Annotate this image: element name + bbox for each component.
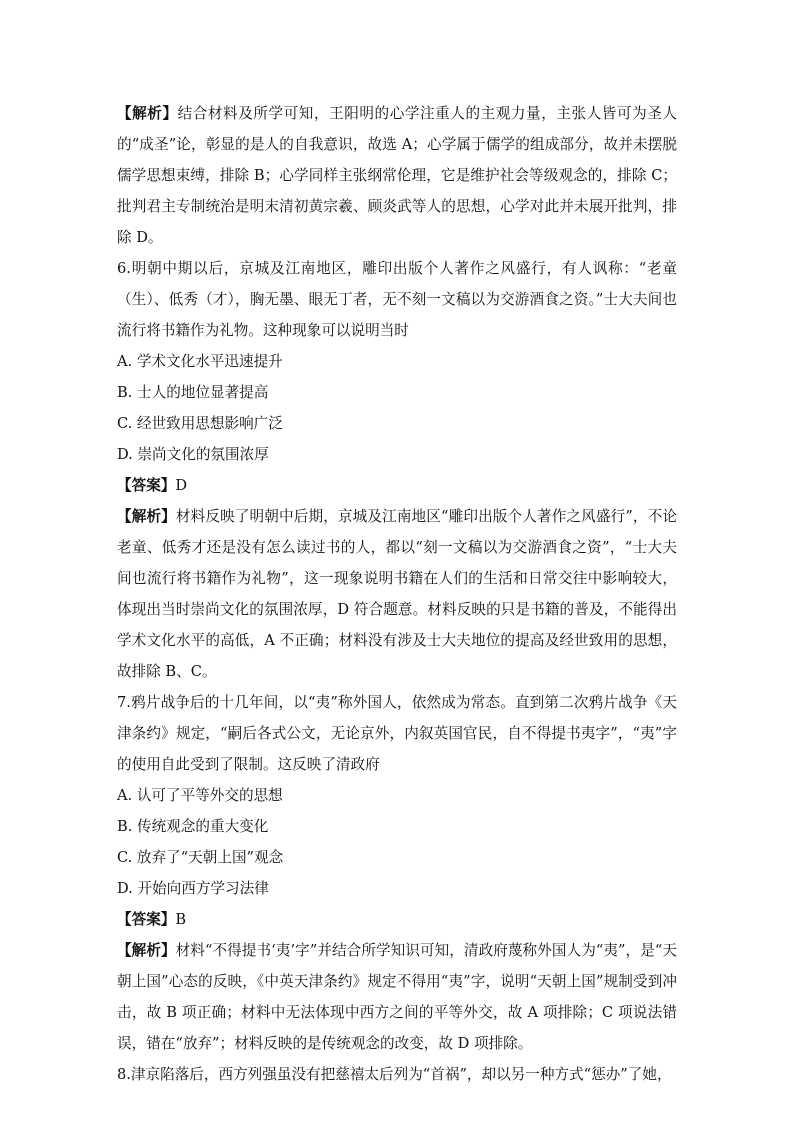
q6-option-a: A. 学术文化水平迅速提升	[117, 353, 283, 370]
q5-analysis-tag: 【解析】	[117, 105, 178, 122]
q6-option-d: D. 崇尚文化的氛围浓厚	[117, 446, 269, 463]
q7-analysis	[117, 935, 677, 1059]
q7-answer-value: B	[175, 911, 187, 928]
q7-analysis-tag: 【解析】	[117, 942, 176, 959]
q6-option-c: C. 经世致用思想影响广泛	[117, 415, 283, 432]
q6-answer-tag: 【答案】	[117, 477, 176, 494]
q7-answer	[117, 904, 677, 935]
q5-analysis-text: 结合材料及所学可知，王阳明的心学注重人的主观力量，主张人皆可为圣人的“成圣”论，彰显的是人的自我意识，故选 A；心学属于儒学的组成部分，故并未摆脱儒学思想束缚，排除 B；心学同样主张纲常伦理，它是维护社会等级观念的，排除 C；批判君主专制统治是明末清初黄宗羲、顾炎武等人的思想，心学对此并未展开批判，排除 D。	[117, 105, 677, 246]
q6-answer-value: D	[175, 477, 188, 494]
q7-option-b: B. 传统观念的重大变化	[117, 818, 269, 835]
q7-stem: 7.鸦片战争后的十几年间，以“夷”称外国人，依然成为常态。直到第二次鸦片战争《天津条约》规定，“嗣后各式公文，无论京外，内叙英国官民，自不得提书夷字”，“夷”字的使用自此受到了限制。这反映了清政府	[117, 694, 677, 773]
q8-stem: 8.津京陷落后，西方列强虽没有把慈禧太后列为“首祸”，却以另一种方式“惩办”了她，	[117, 1066, 672, 1083]
q6-analysis-text: 材料反映了明朝中后期，京城及江南地区“雕印出版个人著作之风盛行”，不论老童、低秀才还是没有怎么读过书的人，都以“刻一文稿以为交游酒食之资”，“士大夫间也流行将书籍作为礼物”，这一现象说明书籍在人们的生活和日常交往中影响较大，体现出当时崇尚文化的氛围浓厚，D 符合题意。材料反映的只是书籍的普及，不能得出学术文化水平的高低，A 不正确；材料没有涉及士大夫地位的提高及经世致用的思想，故排除 B、C。	[117, 508, 677, 680]
q7-option-d: D. 开始向西方学习法律	[117, 880, 269, 897]
q6-stem: 6.明朝中期以后，京城及江南地区，雕印出版个人著作之风盛行，有人讽称：“老童（生）、低秀（才），胸无墨、眼无丁者，无不刻一文稿以为交游酒食之资。”士大夫间也流行将书籍作为礼物。这种现象可以说明当时	[117, 260, 677, 339]
q6-analysis-tag: 【解析】	[117, 508, 176, 525]
q7-analysis-text: 材料“不得提书‘夷’字”并结合所学知识可知，清政府蔑称外国人为“夷”，是“天朝上国”心态的反映，《中英天津条约》规定不得用“夷”字，说明“天朝上国”规制受到冲击，故 B 项正确；材料中无法体现中西方之间的平等外交，故 A 项排除；C 项说法错误，错在“放弃”；材料反映的是传统观念的改变，故 D 项排除。	[117, 942, 677, 1052]
q7-option-a: A. 认可了平等外交的思想	[117, 787, 283, 804]
q7-option-c: C. 放弃了“天朝上国”观念	[117, 849, 284, 866]
q6-analysis	[117, 501, 677, 687]
q5-analysis	[117, 98, 677, 253]
q6-answer	[117, 470, 677, 501]
q6-option-b: B. 士人的地位显著提高	[117, 384, 269, 401]
q7-answer-tag: 【答案】	[117, 911, 176, 928]
document-body	[117, 98, 677, 1090]
